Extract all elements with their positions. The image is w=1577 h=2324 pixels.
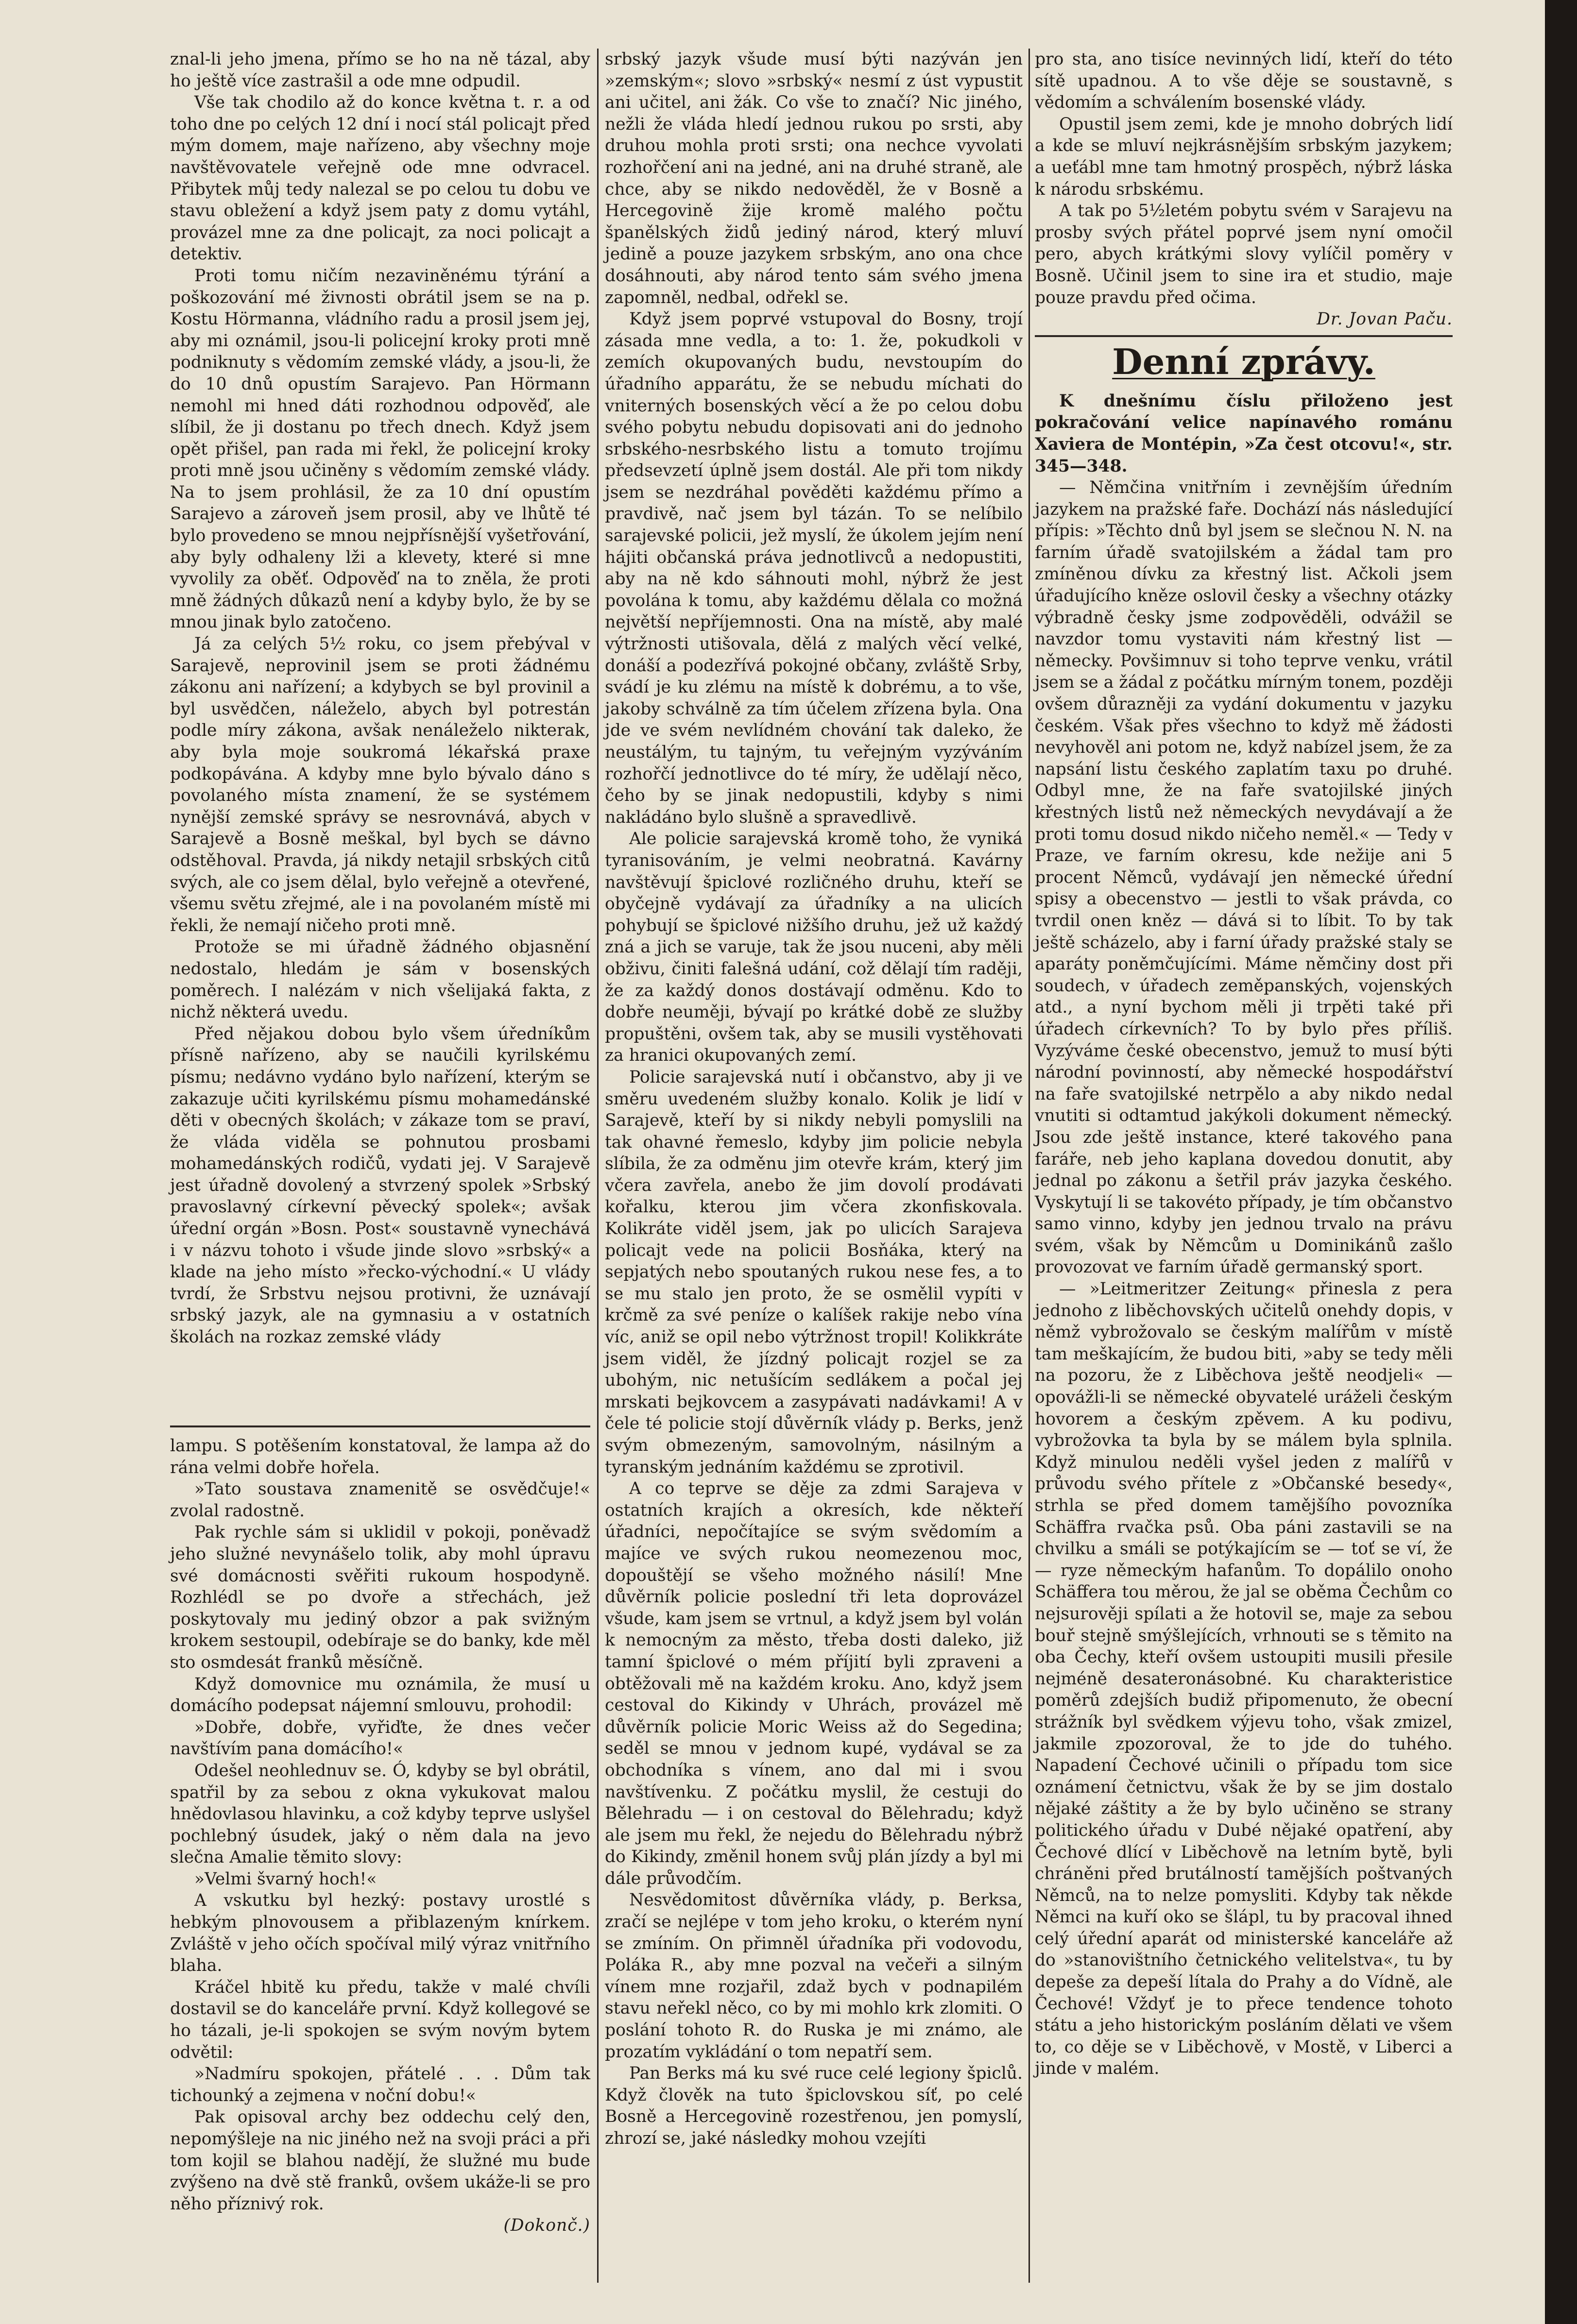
story-paragraph: Když domovnice mu oznámila, že musí u domácího podepsat nájemní smlouvu, prohodil: xyxy=(170,1674,590,1716)
article-paragraph: Nesvědomitost důvěrníka vlády, p. Berksa, zračí se nejlépe v tom jeho kroku, o kterém nyní se zmíním. On přimněl úřadníka při vodovodu, Poláka R., aby mne pozval na večeři a silným vínem mne rozjařil, zdaž bych v podnapilém stavu neřekl něco, co by mi mohlo krk zlomiti. O poslání tohoto R. do Ruska je mi známo, ale prozatím vykládání o tom nepatří sem. xyxy=(605,1890,1023,2062)
story-paragraph: »Dobře, dobře, vyřiďte, že dnes večer navštívím pana domácího!« xyxy=(170,1717,590,1759)
story-paragraph: Kráčel hbitě ku předu, takže v malé chvíli dostavil se do kanceláře první. Když kollegové se ho tázali, je-li spokojen se svým novým bytem odvětil: xyxy=(170,1977,590,2062)
article-paragraph: A co teprve se děje za zdmi Sarajeva v ostatních krajích a okresích, kde někteří úřadníci, nepočítajíce se svým svědomím a majíce ve svých rukou neomezenou moc, dopouštějí se všeho možného násilí! Mne důvěrník policie poslední tři leta doprovázel všude, kam jsem se vrtnul, a když jsem byl volán k nemocným za město, třeba dosti daleko, již tamní špiclové o mém příjití byli zpraveni a obtěžovali mě na každém kroku. Ano, když jsem cestoval do Kikindy v Uhrách, provázel mě důvěrník policie Moric Weiss až do Segedina; seděl se mnou v jednom kupé, vydával se za obchodníka s vínem, ano dal mi i svou navštívenku. Z počátku myslil, že cestuji do Bělehradu — i on cestoval do Bělehradu; když ale jsem mu řekl, že nejedu do Bělehradu nýbrž do Kikindy, změnil honem svůj plán jízdy a byl mi dále průvodčím. xyxy=(605,1479,1023,1888)
column-divider-horizontal xyxy=(170,1425,590,1427)
article-paragraph: Protože se mi úřadně žádného objasnění nedostalo, hledám je sám v bosenských poměrech. I nalézám v nich všelijaká fakta, z nichž některá uvedu. xyxy=(170,937,590,1022)
author-signature: Dr. Jovan Paču. xyxy=(1317,309,1453,329)
article-paragraph: A tak po 5½letém pobytu svém v Sarajevu na prosby svých přátel poprvé jsem nyní omočil pero, abych krátkými slovy vylíčil poměry v Bosně. Učinil jsem to sine ira et studio, maje pouze pravdu před očima. xyxy=(1035,201,1453,307)
column-left-feuilleton xyxy=(170,1435,590,2237)
story-paragraph: lampu. S potěšením konstatoval, že lampa až do rána velmi dobře hořela. xyxy=(170,1436,590,1477)
article-paragraph: Vše tak chodilo až do konce května t. r. a od toho dne po celých 12 dní i nocí stál policajt před mým domem, maje nařízeno, aby všechny moje navštěvovatele veřejně ode mne odvracel. Přibytek můj tedy nalezal se po celou tu dobu ve stavu obležení a když jsem paty z domu vytáhl, provázel mne za dne policajt, za noci policajt a detektiv. xyxy=(170,93,590,264)
column-divider-vertical xyxy=(597,49,599,2283)
section-heading: Denní zprávy. xyxy=(1112,340,1375,382)
article-paragraph: pro sta, ano tisíce nevinných lidí, kteří do této sítě upadnou. A to vše děje se soustavně, s vědomím a schválením bosenské vlády. xyxy=(1035,50,1453,113)
story-paragraph: A vskutku byl hezký: postavy urostlé s hebkým plnovousem a přiblazeným knírkem. Zvláště v jeho očích spočíval milý výraz vnitřního blaha. xyxy=(170,1891,590,1976)
story-paragraph: »Tato soustava znamenitě se osvědčuje!« zvolal radostně. xyxy=(170,1479,590,1521)
article-paragraph: Ale policie sarajevská kromě toho, že vyniká tyranisováním, je velmi neobratná. Kavárny navštěvují špiclové rozličného druhu, kteří se obyčejně vydávají za úřadníky a na ulicích pohybují se špiclové nižšího druhu, jež už každý zná a jich se varuje, tak že jsou nuceni, aby měli obživu, činiti falešná udání, což dělají tím raději, že za každý donos dostávají odměnu. Kdo to dobře neuměji, bývají po krátké době ze služby propuštěni, ovšem tak, aby se musili vystěhovati za hranici okupovaných zemí. xyxy=(605,829,1023,1066)
continued-note: (Dokonč.) xyxy=(503,2216,590,2236)
story-paragraph: »Velmi švarný hoch!« xyxy=(194,1869,377,1889)
column-left-upper xyxy=(170,49,590,1348)
column-right xyxy=(1035,49,1453,2080)
story-paragraph: Odešel neohlednuv se. Ó, kdyby se byl obrátil, spatřil by za sebou z okna vykukovat malou hnědovlasou hlavinku, a což kdyby teprve uslyšel pochlebný úsudek, jaký o něm dala na jevo slečna Amalie těmito slovy: xyxy=(170,1761,590,1867)
article-paragraph: Opustil jsem zemi, kde je mnoho dobrých lidí a kde se mluví nejkrásnějším srbským jazykem; a ueťábl mne tam hmotný prospěch, nýbrž láska k národu srbskému. xyxy=(1035,114,1453,199)
column-middle xyxy=(605,49,1023,2150)
article-paragraph: Policie sarajevská nutí i občanstvo, aby ji ve směru uvedeném služby konalo. Kolik je lidí v Sarajevě, kteří by si nikdy nebyli pomyslili na tak ohavné řemeslo, kdyby jim policie nebyla slíbila, že za odměnu jim otevře krám, který jim včera zavřela, anebo že jim dovolí prodávati kořalku, kterou jim včera zkonfiskovala. Kolikráte viděl jsem, jak po ulicích Sarajeva policajt vede na policii Bosňáka, který na sepjatých nebo spoutaných rukou nese fes, a to se mu stalo jen proto, že se osmělil vypíti v krčmě za své peníze o kalíšek rakije nebo vína víc, aniž se opil nebo výtržnost tropil! Kolikkráte jsem viděl, že jízdný policajt rozjel se za ubohým, nic netušícím sedlákem a počal jej mrskati bejkovcem a zasypávati nadávkami! A v čele té policie stojí důvěrník vlády p. Berks, jenž svým obmezeným, samovolným, násilným a tyranským jednáním každému se zprotivil. xyxy=(605,1067,1023,1477)
article-paragraph: Pan Berks má ku své ruce celé legiony špiclů. Když člověk na tuto špiclovskou síť, po celé Bosně a Hercegovině rozestřenou, jen pomyslí, zhrozí se, jaké následky mohou vzejíti xyxy=(605,2064,1023,2148)
article-paragraph: Před nějakou dobou bylo všem úředníkům přísně nařízeno, aby se naučili kyrilskému písmu; nedávno vydáno bylo nařízení, kterým se zakazuje učiti kyrilskému písmu mohamedánské děti v obecných školách; v zákaze tom se praví, že vláda viděla se pohnutou prosbami mohamedánských rodičů, vydati jej. V Sarajevě jest úřadně dovolený a stvrzený spolek »Srbský pravoslavný církevní pěvecký spolek«; avšak úřední orgán »Bosn. Post« soustavně vynechává i v názvu tohoto i všude jinde slovo »srbský« a klade na jeho místo »řecko-východní.« U vlády tvrdí, že Srbstvu nejsou protivni, že uznávají srbský jazyk, ale na gymnasiu a v ostatních školách na rozkaz zemské vlády xyxy=(170,1024,590,1347)
scan-edge xyxy=(1545,0,1577,2324)
news-paragraph: — »Leitmeritzer Zeitung« přinesla z pera jednoho z liběchovských učitelů onehdy dopis, v němž vybrožovalo se českým malířům v místě tam meškajícím, že budou biti, »aby se tedy měli na pozoru, že z Liběchova ještě neodjeli« — opovážli-li se německé obyvatelé uráželi českým hovorem a českým zpěvem. A ku podivu, vybrožovka ta byla by se málem byla splnila. Když minulou neděli vyšel jeden z malířů v průvodu svého přítele z »Občanské besedy«, strhla se před domem tamějšího povozníka Schäffra rvačka psů. Oba páni zastavili se na chvilku a smáli se potýkajícím se — toť se ví, že — ryze německým hafanům. To dopálilo onoho Schäffera tou měrou, že jal se oběma Čechům co nejsurověji spílati a že hotovil se, maje za sebou bouř stejně smýšlejících, vrhnouti se s těmito na oba Čechy, kteří ovšem ustoupiti musili přesile nejméně desateronásobné. Ku charakteristice poměrů zdejších budiž připomenuto, že obecní strážník byl svědkem výjevu toho, však zmizel, jakmile zpozoroval, že to jde do tuhého. Napadení Čechové učinili o případu tom sice oznámení četnictvu, však že by se jim dostalo nějaké záštity a že by bylo učiněno se strany politického úřadu v Dubé nějaké opatření, aby Čechové dlící v Liběchově na letním bytě, byli chráněni před brutálností tamějších poštvaných Němců, na to nelze pomysliti. Kdyby tak někde Němci na kuří oko se šlápl, tu by pracoval ihned celý úřední aparát od ministerské kanceláře až do »stanovištního četnického velitelstva«, tu by depeše za depeší lítala do Prahy a do Vídně, ale Čechové! Vždyť je to přece tendence tohoto státu a jeho historickým posláním dělati ve všem to, co děje se v Liběchově, v Mostě, v Liberci a jinde v malém. xyxy=(1035,1279,1453,2079)
column-divider-vertical xyxy=(1028,49,1030,2283)
news-paragraph: — Němčina vnitřním i zevnějším úředním jazykem na pražské faře. Dochází nás následující přípis: »Těchto dnů byl jsem se slečnou N. N. na farním úřadě svatojilském a žádal tam pro zmíněnou dívku za křestný list. Ačkoli jsem úřadujícího kněze oslovil česky a všechny otázky výbradně česky jsme zodpověděli, odvážil se navzdor tomu vystaviti nám křestný list — německy. Povšimnuv si toho teprve venku, vrátil jsem se a žádal z počátku mírným tonem, později ovšem důrazněji za vydání dokumentu v jazyku českém. Však přes všechno to když mě žádosti nevyhověl ani potom ne, když nabízel jsem, že za napsání listu českého zaplatím taxu po druhé. Odbyl mne, že na faře svatojilské jiných křestných listů než německých nevydávají a že proti tomu dosud nikdo ničeho neměl.« — Tedy v Praze, ve farním okresu, kde nežije ani 5 procent Němců, vydávají jen německé úřední spisy a obecenstvo — jestli to však právda, co tvrdil onen kněz — dává si to líbit. To by tak ještě scházelo, aby i farní úřady pražské staly se aparáty poněmčujícími. Máme němčiny dost při soudech, v úřadech zeměpanských, vojenských atd., a nyní bychom měli ji trpěti také při úřadech církevních? To by bylo přes příliš. Vyzýváme české obecenstvo, jemuž to musí býti národní povinností, aby německé hospodářství na faře svatojilské netrpělo a aby nikdo nedal vnutiti si odtamtud jakýkoli dokument německý. Jsou zde ještě instance, které takového pana faráře, neb jeho kaplana dovedou donutit, aby jednal po zákonu a šetřil práv jazyka českého. Vyskytují li se takovéto případy, je tím občanstvo samo vinno, kdyby jen jednou trvalo na právu svém, však by Němcům u Dominikánů zašlo provozovat ve farním úřadě germanský sport. xyxy=(1035,478,1453,1277)
article-paragraph: Já za celých 5½ roku, co jsem přebýval v Sarajevě, neprovinil jsem se proti žádnému zákonu ani nařízení; a kdybych se byl provinil a byl usvědčen, náleželo, abych byl potrestán podle míry zákona, avšak nenáleželo nikterak, aby byla moje soukromá lékařská praxe podkopávána. A kdyby mne bylo bývalo dáno s povolaného místa znamení, že se systémem nynější zemské správy se nesrovnává, abych v Sarajevě a Bosně meškal, byl bych se dávno odstěhoval. Pravda, já nikdy netajil srbských citů svých, ale co jsem dělal, bylo veřejně a otevřené, všemu světu zřejmé, ale i na povolaném místě mi řekli, že nemají ničeho proti mně. xyxy=(170,634,590,935)
article-paragraph: srbský jazyk všude musí býti nazýván jen »zemským«; slovo »srbský« nesmí z úst vypustit ani učitel, ani žák. Co vše to značí? Nic jiného, nežli že vláda hledí jednou rukou po srsti, aby druhou mohla proti srsti; ona nechce vyvolati rozhořčení ani na jedné, ani na druhé straně, ale chce, aby se nikdo nedověděl, že v Bosně a Hercegovině žije kromě malého počtu španělských židů jediný národ, který mluví jedině a pouze jazykem srbským, ano ona chce dosáhnouti, aby národ tento sám svého jmena zapomněl, nedbal, odřekl se. xyxy=(605,50,1023,307)
article-paragraph: Když jsem poprvé vstupoval do Bosny, trojí zásada mne vedla, a to: 1. že, pokudkoli v zemích okupovaných budu, nevstoupím do úřadního apparátu, že se nebudu míchati do vniterných bosenských věcí a že po celou dobu svého pobytu nebudu dopisovati ani do jednoho srbského-nesrbského listu a tomuto trojímu předsevzetí úplně jsem dostál. Ale při tom nikdy jsem se nezdráhal pověděti každému přímo a pravdivě, nač jsem byl tázán. To se nelíbilo sarajevské policii, jež myslí, že úkolem jejím není hájiti občanská práva jednotlivců a nedopustiti, aby na ně kdo sáhnouti mohl, nýbrž že jest povolána k tomu, aby každému dělala co možná největší nepříjemnosti. Ona na místě, aby malé výtržnosti utišovala, dělá z malých věcí velké, donáší a podezřívá pokojné občany, zvláště Srby, svádí je ku zlému na místě k dobrému, a to vše, jakoby schválně za tím účelem zřízena byla. Ona jde ve svém nevlídném chování tak daleko, že neustálým, tu tajným, tu veřejným vyzýváním rozhořčí jednotlivce do té míry, že udělají něco, čeho by se jinak nedopustili, kdyby s nimi nakládáno bylo slušně a spravedlivě. xyxy=(605,309,1023,827)
story-paragraph: Pak opisoval archy bez oddechu celý den, nepomýšleje na nic jiného než na svoji práci a při tom kojil se blahou nadějí, že služné mu bude zvýšeno na dvě stě franků, ovšem ukáže-li se pro něho příznivý rok. xyxy=(170,2107,590,2214)
news-paragraph: K dnešnímu číslu přiloženo jest pokračování velice napínavého románu Xaviera de Montépin, »Za čest otcovu!«, str. 345—348. xyxy=(1035,391,1453,476)
section-divider xyxy=(1035,335,1453,337)
story-paragraph: Pak rychle sám si uklidil v pokoji, poněvadž jeho služné nevynášelo tolik, aby mohl úpravu své domácnosti svěřiti rukoum hospodyně. Rozhlédl se po dvoře a střechách, jež poskytovaly mu jediný obzor a pak svižným krokem sestoupil, odebíraje se do banky, kde měl sto osmdesát franků měsíčně. xyxy=(170,1523,590,1672)
article-paragraph: Proti tomu ničím nezaviněnému týrání a poškozování mé živnosti obrátil jsem se na p. Kostu Hörmanna, vládního radu a prosil jsem jej, aby mi oznámil, jsou-li policejní kroky proti mně podniknuty s vědomím zemské vlády, a jsou-li, že do 10 dnů opustím Sarajevo. Pan Hörmann nemohl mi hned dáti rozhodnou odpověď, ale slíbil, že ji dostanu po třech dnech. Když jsem opět přišel, pan rada mi řekl, že policejní kroky proti mně jsou učiněny s vědomím zemské vlády. Na to jsem prohlásil, že za 10 dní opustím Sarajevo a zároveň jsem prosil, aby ve lhůtě té bylo provedeno se mnou nejpřísnější vyšetřování, aby byly odhaleny lži a klevety, které si mne vyvolily za oběť. Odpověď na to zněla, že proti mně žádných důkazů není a kdyby bylo, že by se mnou jinak bylo zatočeno. xyxy=(170,266,590,632)
article-paragraph: znal-li jeho jmena, přímo se ho na ně tázal, aby ho ještě více zastrašil a ode mne odpudil. xyxy=(170,50,590,91)
story-paragraph: »Nadmíru spokojen, přátelé . . . Dům tak tichounký a zejmena v noční dobu!« xyxy=(170,2064,590,2105)
